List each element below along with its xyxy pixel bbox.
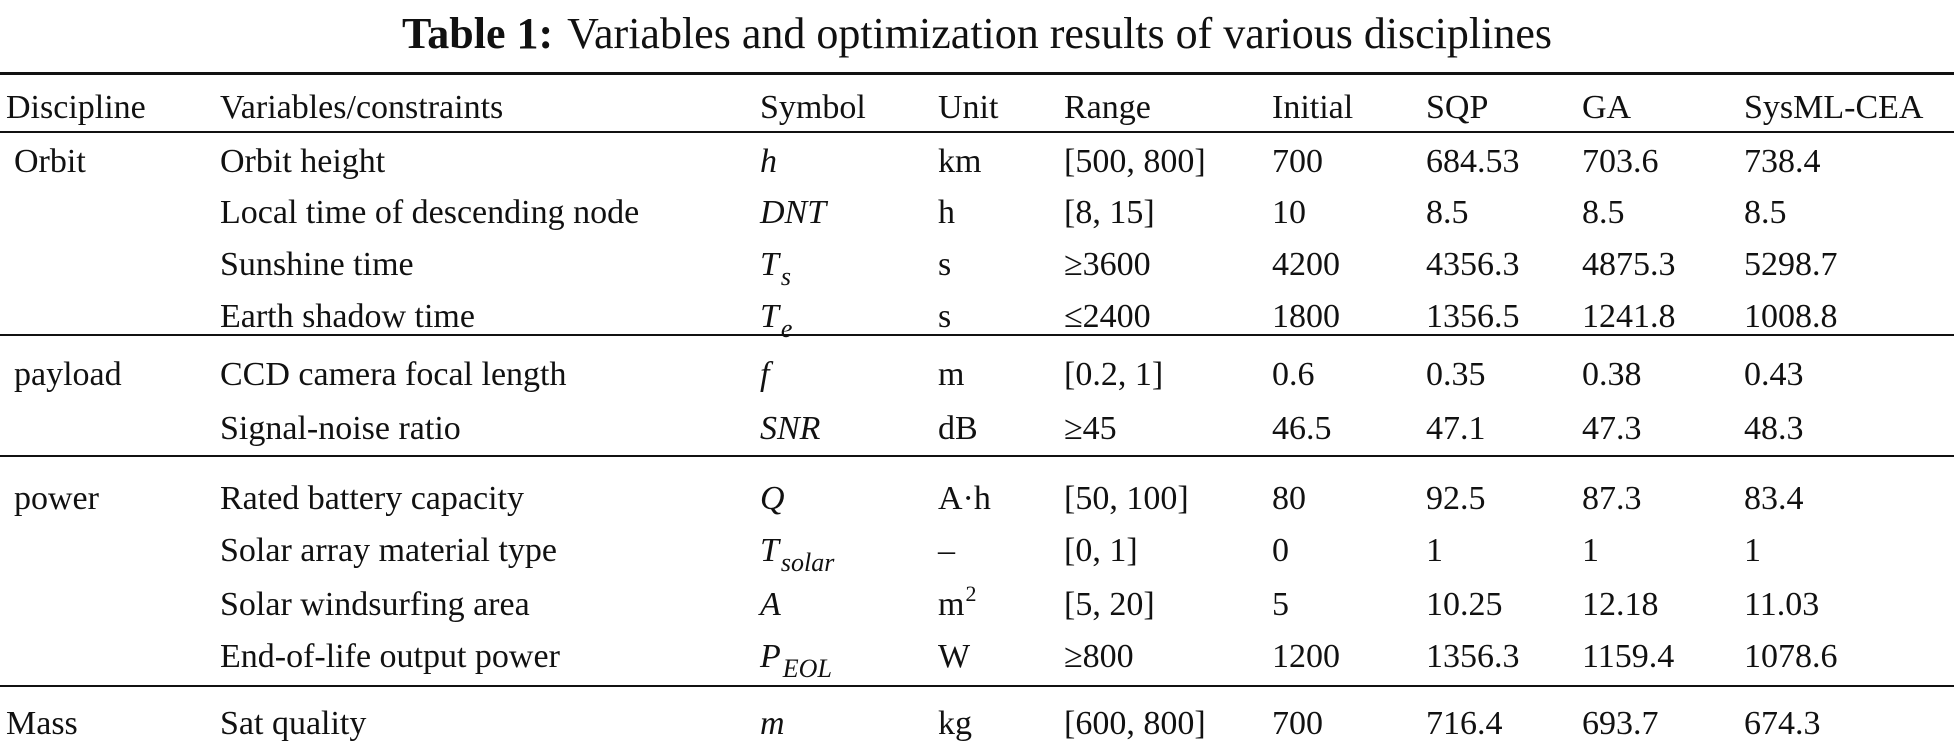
cell-ga: 1241.8 [1582,298,1676,335]
cell-discipline: Mass [6,705,78,742]
caption-label: Table 1: [401,9,554,58]
cell-ga: 47.3 [1582,410,1642,447]
header-ga: GA [1582,89,1632,126]
cell-unit: h [938,194,955,231]
cell-symbol: f [760,356,770,393]
cell-ga: 87.3 [1582,480,1642,517]
header-symbol: Symbol [760,89,866,126]
cell-initial: 10 [1272,194,1306,231]
cell-unit: kg [938,705,972,742]
cell-symbol: $T_s$ [760,246,792,291]
symbol-subscript: solar [780,548,835,577]
cell-initial: 46.5 [1272,410,1332,447]
cell-sysml-cea: 8.5 [1744,194,1787,231]
cell-symbol: A [760,586,781,623]
cell-range: [600, 800] [1064,705,1206,742]
cell-sqp: 1356.3 [1426,638,1520,675]
cell-range: [5, 20] [1064,586,1155,623]
cell-sqp: 1356.5 [1426,298,1520,335]
cell-discipline: payload [14,356,122,393]
header-sqp: SQP [1426,89,1489,126]
cell-variable: Local time of descending node [220,194,640,231]
cell-discipline: Orbit [14,143,86,180]
cell-variable: Rated battery capacity [220,480,524,517]
cell-sqp: 0.35 [1426,356,1486,393]
cell-initial: 1800 [1272,298,1340,335]
cell-unit: s [938,298,952,335]
cell-initial: 0.6 [1272,356,1315,393]
cell-symbol: m [760,705,785,742]
cell-ga: 8.5 [1582,194,1625,231]
group-rule-payload [0,455,1954,457]
cell-symbol: SNR [760,410,821,447]
cell-symbol: h [760,143,777,180]
header-range: Range [1064,89,1151,126]
cell-initial: 0 [1272,532,1289,569]
header-unit: Unit [938,89,999,126]
cell-ga: 12.18 [1582,586,1659,623]
cell-sysml-cea: 0.43 [1744,356,1804,393]
cell-sqp: 10.25 [1426,586,1503,623]
cell-sysml-cea: 11.03 [1744,586,1820,623]
header-initial: Initial [1272,89,1354,126]
table-caption [0,6,1954,62]
cell-sysml-cea: 674.3 [1744,705,1821,742]
unit-superscript: 2 [965,581,977,606]
top-rule [0,72,1954,75]
cell-symbol: $T_e$ [760,298,793,343]
cell-ga: 1159.4 [1582,638,1675,675]
cell-initial: 700 [1272,143,1323,180]
cell-discipline: power [14,480,99,517]
cell-sysml-cea: 1008.8 [1744,298,1838,335]
cell-sysml-cea: 1 [1744,532,1761,569]
cell-ga: 693.7 [1582,705,1659,742]
cell-variable: Signal-noise ratio [220,410,461,447]
cell-range: ≥3600 [1064,246,1151,283]
cell-initial: 700 [1272,705,1323,742]
symbol-subscript: EOL [782,654,832,683]
cell-range: [500, 800] [1064,143,1206,180]
cell-symbol: $T_{solar}$ [760,532,835,577]
cell-unit: $m^2$ [938,581,977,623]
cell-sysml-cea: 738.4 [1744,143,1821,180]
cell-initial: 80 [1272,480,1306,517]
cell-sqp: 684.53 [1426,143,1520,180]
header-variables: Variables/constraints [220,89,504,126]
cell-sqp: 47.1 [1426,410,1486,447]
cell-range: [50, 100] [1064,480,1189,517]
cell-unit: km [938,143,982,180]
cell-variable: Solar array material type [220,532,558,569]
caption-text: Variables and optimization results of various disciplines [567,9,1553,58]
symbol-subscript: s [780,262,792,291]
header-rule [0,131,1954,133]
cell-symbol: Q [760,480,785,517]
cell-ga: 703.6 [1582,143,1659,180]
cell-sysml-cea: 83.4 [1744,480,1804,517]
cell-variable: Solar windsurfing area [220,586,530,623]
symbol-subscript: e [780,314,793,343]
cell-unit: – [938,532,955,569]
cell-sqp: 92.5 [1426,480,1486,517]
cell-sqp: 4356.3 [1426,246,1520,283]
cell-sqp: 716.4 [1426,705,1503,742]
group-rule-power [0,685,1954,687]
cell-sysml-cea: 5298.7 [1744,246,1838,283]
cell-unit: A·h [938,480,991,517]
cell-variable: CCD camera focal length [220,356,567,393]
cell-initial: 1200 [1272,638,1340,675]
cell-variable: Earth shadow time [220,298,475,335]
cell-ga: 4875.3 [1582,246,1676,283]
cell-symbol: DNT [760,194,827,231]
cell-variable: End-of-life output power [220,638,560,675]
cell-ga: 0.38 [1582,356,1642,393]
cell-sysml-cea: 48.3 [1744,410,1804,447]
cell-range: ≥800 [1064,638,1134,675]
cell-sqp: 8.5 [1426,194,1469,231]
cell-sqp: 1 [1426,532,1443,569]
cell-initial: 5 [1272,586,1289,623]
cell-variable: Orbit height [220,143,386,180]
cell-range: [0.2, 1] [1064,356,1164,393]
cell-range: ≥45 [1064,410,1117,447]
cell-sysml-cea: 1078.6 [1744,638,1838,675]
header-sysml-cea: SysML-CEA [1744,89,1924,126]
header-discipline: Discipline [6,89,146,126]
cell-unit: W [938,638,971,675]
cell-unit: dB [938,410,978,447]
cell-unit: m [938,356,965,393]
cell-variable: Sunshine time [220,246,414,283]
cell-symbol: $P_{EOL}$ [760,638,832,683]
cell-range: [8, 15] [1064,194,1155,231]
cell-range: ≤2400 [1064,298,1151,335]
cell-unit: s [938,246,952,283]
cell-initial: 4200 [1272,246,1340,283]
cell-variable: Sat quality [220,705,367,742]
cell-ga: 1 [1582,532,1599,569]
cell-range: [0, 1] [1064,532,1138,569]
